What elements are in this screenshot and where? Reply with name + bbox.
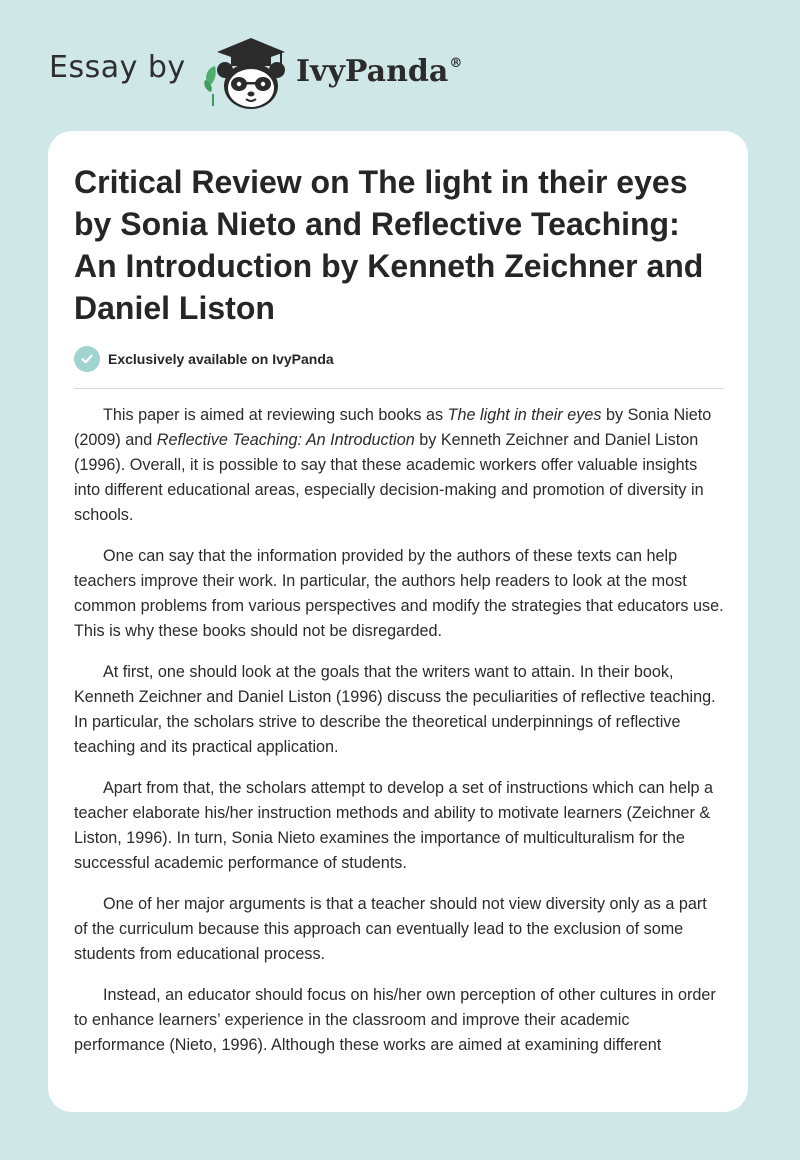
essay-card xyxy=(48,131,748,1112)
book-title-light-in-their-eyes: The light in their eyes xyxy=(447,406,602,424)
exclusive-label: Exclusively available on IvyPanda xyxy=(108,351,334,367)
divider xyxy=(74,388,724,389)
paragraph-1-text-c: by Sonia Nieto (2009) and xyxy=(74,406,712,449)
registered-mark: ® xyxy=(449,56,463,71)
brand-name[interactable] xyxy=(296,54,462,89)
paragraph-3: At first, one should look at the goals that the writers want to attain. In their book, Kenneth Zeichner and Daniel Liston (1996) discuss the peculiarities of reflective teaching. In particular, the scholars strive to describe the theoretical underpinnings of reflective teaching and its practical application. xyxy=(74,663,716,756)
paragraph-1-text-a: This paper is aimed at reviewing such books as xyxy=(103,406,448,424)
book-title-reflective-teaching: Reflective Teaching: An Introduction xyxy=(156,431,415,449)
essay-by-label: Essay by xyxy=(49,50,186,85)
paragraph-4: Apart from that, the scholars attempt to develop a set of instructions which can help a teacher elaborate his/her instruction methods and ability to motivate learners (Zeichner & Liston, 1996). In turn, Sonia Nieto examines the importance of multiculturalism for the successful academic performance of students. xyxy=(74,779,714,872)
paragraph-2: One can say that the information provided by the authors of these texts can help teachers improve their work. In particular, the authors help readers to look at the most common problems from various perspectives and modify the strategies that educators use. This is why these books should not be disregarded. xyxy=(74,547,724,640)
panda-graduate-logo-icon[interactable] xyxy=(201,34,289,112)
essay-body xyxy=(74,403,724,1074)
site-header xyxy=(49,28,529,110)
exclusive-badge xyxy=(74,345,334,373)
essay-title: Critical Review on The light in their eyes by Sonia Nieto and Reflective Teaching: An Introduction by Kenneth Zeichner and Daniel Liston xyxy=(74,164,704,326)
paragraph-1 xyxy=(74,403,724,528)
paragraph-1-text-e: by Kenneth Zeichner and Daniel Liston (1996). Overall, it is possible to say that these academic workers offer valuable insights into different educational areas, especially decision-making and promotion of diversity in schools. xyxy=(74,431,704,524)
paragraph-6: Instead, an educator should focus on his/her own perception of other cultures in order to enhance learners’ experience in the classroom and improve their academic performance (Nieto, 1996). Although these works are aimed at examining different xyxy=(74,986,716,1054)
paragraph-5: One of her major arguments is that a teacher should not view diversity only as a part of the curriculum because this approach can eventually lead to the exclusion of some students from educational process. xyxy=(74,895,707,963)
brand-text: IvyPanda xyxy=(296,54,449,89)
checkmark-icon xyxy=(74,346,100,372)
